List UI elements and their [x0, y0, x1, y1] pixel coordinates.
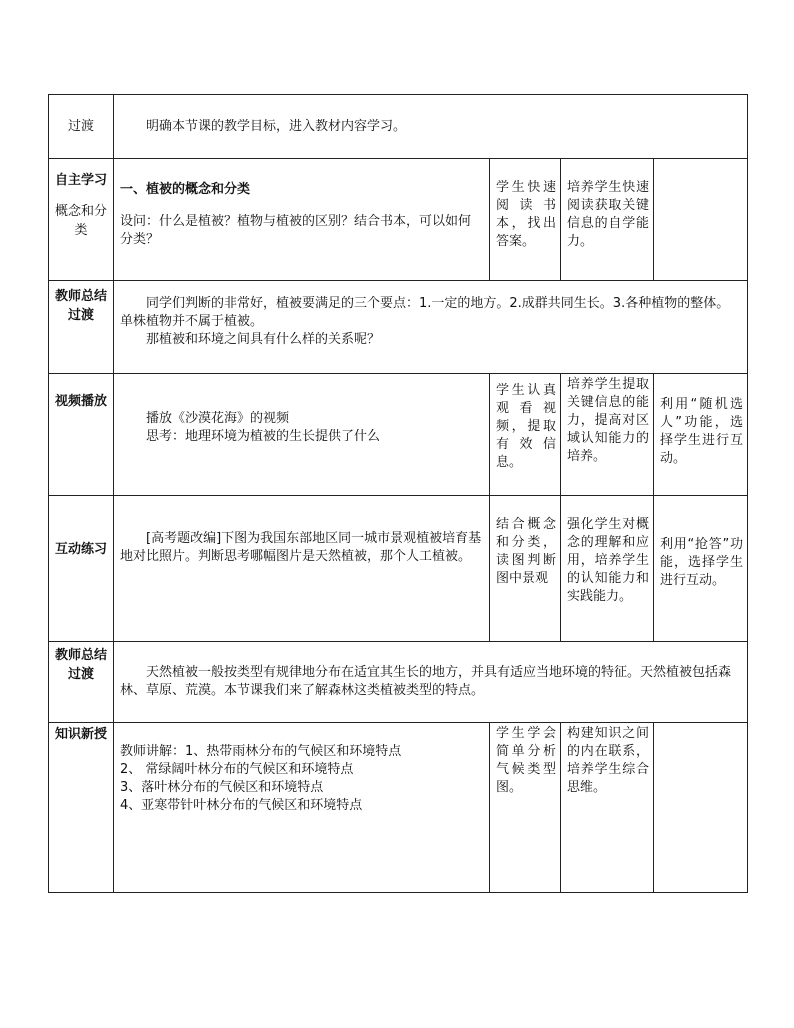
row-label: 教师总结过渡 — [54, 289, 107, 323]
content-cell — [114, 642, 748, 723]
student-activity-cell — [490, 159, 561, 281]
section-heading: 一、植被的概念和分类 — [120, 182, 251, 197]
row-interactive-practice — [49, 496, 748, 642]
row-label-cell — [49, 642, 114, 723]
video-question: 思考：地理环境为植被的生长提供了什么 — [146, 429, 381, 444]
row-teacher-summary-2 — [49, 642, 748, 723]
row-label: 知识新授 — [54, 727, 107, 742]
student-activity: 结合概念和分类，读图判断图中景观 — [496, 517, 556, 586]
knowledge-item: 4、亚寒带针叶林分布的气候区和环境特点 — [120, 798, 363, 813]
design-purpose: 构建知识之间的内在联系，培养学生综合思维。 — [567, 726, 649, 795]
content-cell — [114, 281, 748, 374]
purpose-cell — [561, 496, 654, 642]
row-label: 教师总结过渡 — [54, 648, 107, 682]
content-cell — [114, 159, 490, 281]
student-activity: 学生快速阅读书本，找出答案。 — [496, 180, 556, 249]
tech-cell — [654, 374, 748, 496]
content-text: 明确本节课的教学目标，进入教材内容学习。 — [146, 119, 407, 134]
tech-cell — [654, 159, 748, 281]
row-label-cell — [49, 374, 114, 496]
design-purpose: 培养学生提取关键信息的能力，提高对区域认知能力的培养。 — [567, 377, 649, 464]
row-video — [49, 374, 748, 496]
row-label-cell — [49, 496, 114, 642]
practice-text: [高考题改编]下图为我国东部地区同一城市景观植被培育基地对比照片。判断思考哪幅图片是天然植被，那个人工植被。 — [120, 531, 482, 564]
tech-use: 利用“随机选人”功能，选择学生进行互动。 — [660, 397, 744, 466]
student-activity: 学生学会简单分析气候类型图。 — [496, 726, 556, 795]
design-purpose: 培养学生快速阅读获取关键信息的自学能力。 — [567, 180, 649, 249]
row-new-knowledge — [49, 723, 748, 893]
question-text: 设问：什么是植被？植物与植被的区别？结合书本，可以如何分类？ — [120, 214, 472, 247]
tech-use — [654, 159, 747, 167]
row-label-cell — [49, 281, 114, 374]
knowledge-item: 3、落叶林分布的气候区和环境特点 — [120, 780, 324, 795]
row-label-cell — [49, 159, 114, 281]
student-activity: 学生认真观看视频，提取有效信息。 — [496, 383, 556, 470]
purpose-cell — [561, 159, 654, 281]
row-self-study — [49, 159, 748, 281]
video-line: 播放《沙漠花海》的视频 — [146, 411, 290, 426]
tech-cell — [654, 496, 748, 642]
student-activity-cell — [490, 723, 561, 893]
content-cell — [114, 95, 748, 159]
purpose-cell — [561, 374, 654, 496]
row-label: 互动练习 — [54, 542, 107, 557]
content-cell — [114, 723, 490, 893]
row-label-cell — [49, 95, 114, 159]
summary-text: 天然植被一般按类型有规律地分布在适宜其生长的地方，并具有适应当地环境的特征。天然植被包括森林、草原、荒漠。本节课我们来了解森林这类植被类型的特点。 — [120, 665, 732, 698]
design-purpose: 强化学生对概念的理解和应用，培养学生的认知能力和实践能力。 — [567, 517, 649, 604]
tech-use: 利用“抢答”功能，选择学生进行互动。 — [660, 537, 744, 588]
knowledge-item: 2、 常绿阔叶林分布的气候区和环境特点 — [120, 762, 354, 777]
row-sublabel: 概念和分类 — [54, 204, 107, 238]
tech-cell — [654, 723, 748, 893]
row-label-cell — [49, 723, 114, 893]
content-cell — [114, 374, 490, 496]
student-activity-cell — [490, 374, 561, 496]
row-label: 视频播放 — [54, 394, 107, 409]
row-label: 自主学习 — [54, 173, 107, 188]
content-cell — [114, 496, 490, 642]
tech-use — [654, 723, 747, 731]
summary-line: 同学们判断的非常好，植被要满足的三个要点：1.一定的地方。2.成群共同生长。3.各种植物的整体。单株植物并不属于植被。 — [120, 296, 730, 329]
summary-line: 那植被和环境之间具有什么样的关系呢？ — [146, 332, 381, 347]
purpose-cell — [561, 723, 654, 893]
row-teacher-summary-1 — [49, 281, 748, 374]
row-transition — [49, 95, 748, 159]
knowledge-item: 教师讲解：1、热带雨林分布的气候区和环境特点 — [120, 744, 402, 759]
lesson-plan-table — [48, 94, 748, 893]
row-label: 过渡 — [67, 119, 94, 134]
student-activity-cell — [490, 496, 561, 642]
